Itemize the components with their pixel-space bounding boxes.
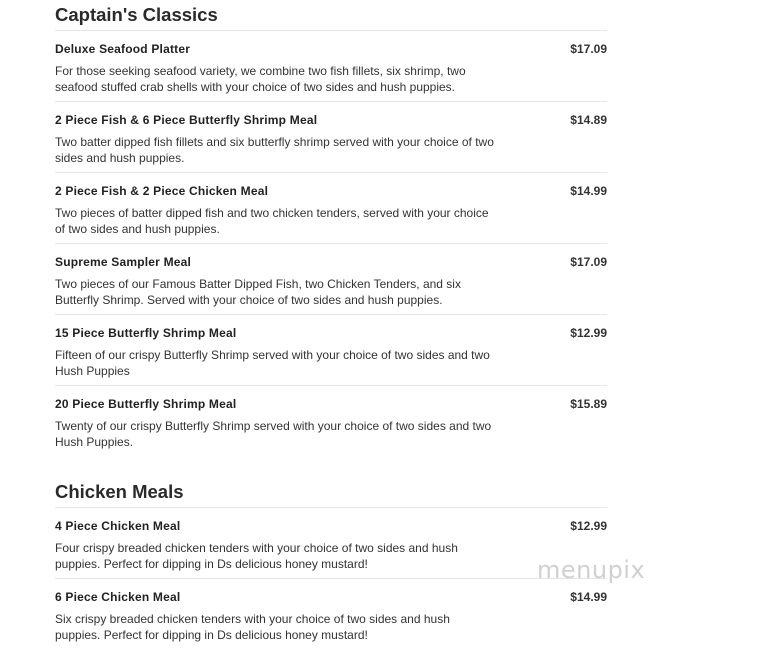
item-description: Six crispy breaded chicken tenders with your choice of two sides and hush puppies. Perfect for dipping in Ds delicious honey mustard!: [55, 612, 450, 642]
item-description: Fifteen of our crispy Butterfly Shrimp served with your choice of two sides and two Hush Puppies: [55, 348, 490, 378]
item-price: $17.09: [570, 255, 607, 269]
section-title: Chicken Meals: [55, 477, 607, 508]
item-price: $14.99: [570, 184, 607, 198]
item-name: 20 Piece Butterfly Shrimp Meal: [55, 397, 237, 411]
item-price: $12.99: [570, 326, 607, 340]
menu-item[interactable]: [55, 315, 607, 386]
item-name: 6 Piece Chicken Meal: [55, 590, 181, 604]
item-name: Supreme Sampler Meal: [55, 255, 192, 269]
item-description: Two pieces of our Famous Batter Dipped Fish, two Chicken Tenders, and six Butterfly Shrimp. Served with your choice of two sides and hush puppies.: [55, 277, 461, 307]
menu: [55, 0, 607, 650]
item-price: $14.89: [570, 113, 607, 127]
item-price: $12.99: [570, 519, 607, 533]
item-description: Twenty of our crispy Butterfly Shrimp served with your choice of two sides and two Hush Puppies.: [55, 419, 492, 449]
item-price: $17.09: [570, 42, 607, 56]
section-chicken-meals: [55, 477, 607, 650]
menu-item[interactable]: [55, 508, 607, 579]
item-name: 2 Piece Fish & 2 Piece Chicken Meal: [55, 184, 269, 198]
item-description: For those seeking seafood variety, we combine two fish fillets, six shrimp, two seafood stuffed crab shells with your choice of two sides and hush puppies.: [55, 64, 466, 94]
watermark-logo: menupix: [537, 556, 646, 584]
item-price: $15.89: [570, 397, 607, 411]
item-description: Two pieces of batter dipped fish and two chicken tenders, served with your choice of two sides and hush puppies.: [55, 206, 489, 236]
item-description: Two batter dipped fish fillets and six butterfly shrimp served with your choice of two sides and hush puppies.: [55, 135, 494, 165]
section-captains-classics: [55, 0, 607, 457]
section-title: Captain's Classics: [55, 0, 607, 31]
menu-item[interactable]: [55, 386, 607, 457]
menu-item[interactable]: [55, 173, 607, 244]
item-description: Four crispy breaded chicken tenders with your choice of two sides and hush puppies. Perfect for dipping in Ds delicious honey mustard!: [55, 541, 458, 571]
item-name: 4 Piece Chicken Meal: [55, 519, 181, 533]
menu-item[interactable]: [55, 31, 607, 102]
menu-item[interactable]: [55, 579, 607, 650]
menu-item[interactable]: [55, 102, 607, 173]
item-name: 15 Piece Butterfly Shrimp Meal: [55, 326, 237, 340]
item-name: Deluxe Seafood Platter: [55, 42, 191, 56]
item-price: $14.99: [570, 590, 607, 604]
item-name: 2 Piece Fish & 6 Piece Butterfly Shrimp Meal: [55, 113, 318, 127]
menu-item[interactable]: [55, 244, 607, 315]
